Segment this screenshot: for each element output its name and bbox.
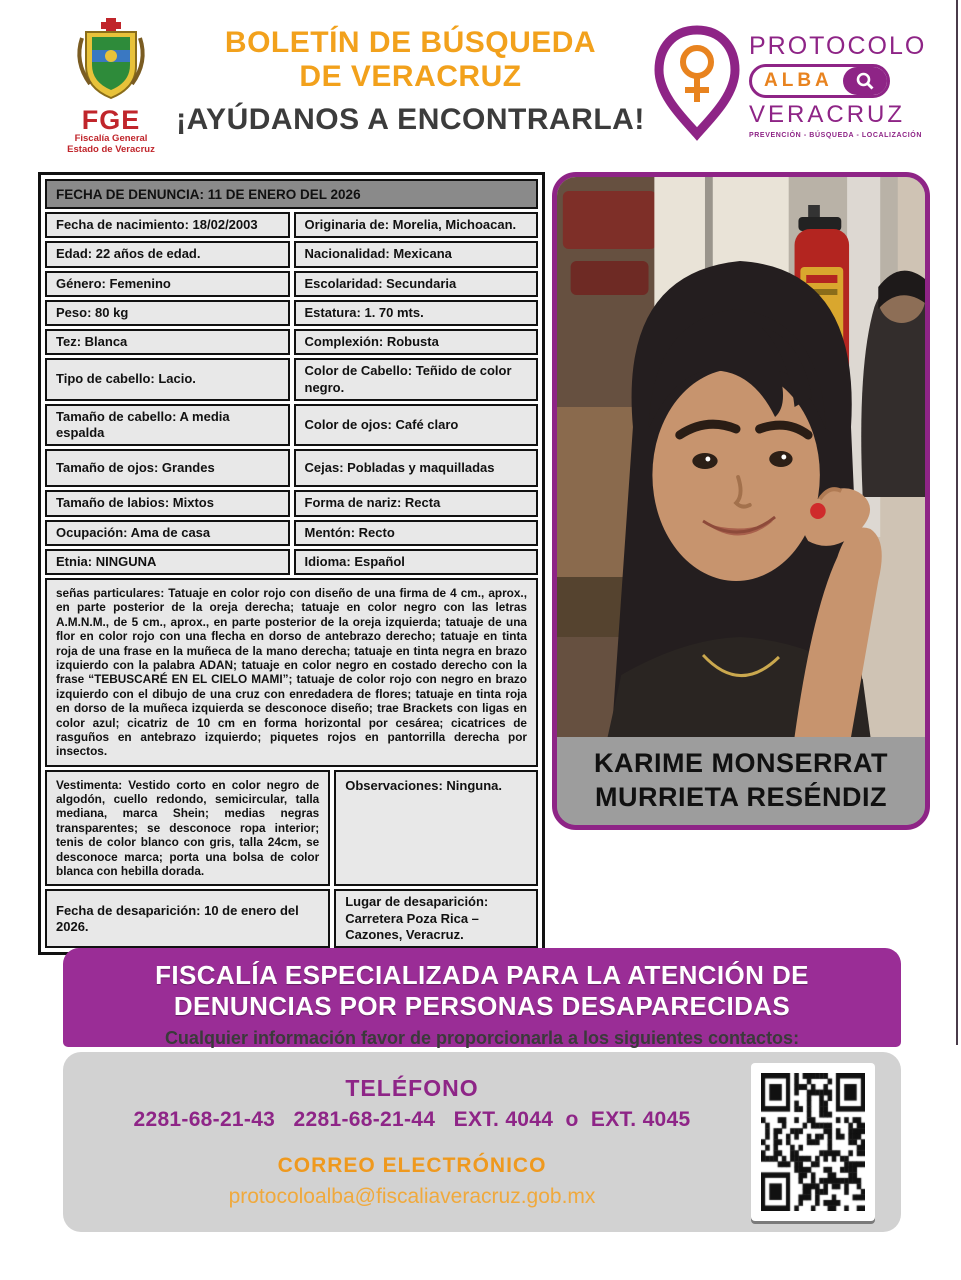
person-name-line2: MURRIETA RESÉNDIZ (595, 782, 887, 812)
fge-logo (52, 16, 170, 156)
field-tamano-cabello: Tamaño de cabello: A media espalda (45, 404, 290, 447)
field-genero: Género: Femenino (45, 271, 290, 297)
page-edge-artifact (956, 0, 958, 1045)
table-row (45, 490, 538, 516)
email-address: protocoloalba@fiscaliaveracruz.gob.mx (228, 1185, 596, 1208)
contact-box (63, 1052, 901, 1232)
contact-intro: Cualquier información favor de proporcionarla a los siguientes contactos: (164, 1028, 800, 1049)
field-peso: Peso: 80 kg (45, 300, 290, 326)
missing-person-photo (557, 177, 925, 737)
field-tez: Tez: Blanca (45, 329, 290, 355)
field-cejas: Cejas: Pobladas y maquilladas (294, 449, 539, 487)
bulletin-title-line1: BOLETÍN DE BÚSQUEDA (224, 26, 597, 59)
table-row (45, 889, 538, 948)
field-fecha-nacimiento: Fecha de nacimiento: 18/02/2003 (45, 212, 290, 238)
field-color-ojos: Color de ojos: Café claro (294, 404, 539, 447)
field-idioma: Idioma: Español (294, 549, 539, 575)
bulletin-subtitle: ¡AYÚDANOS A ENCONTRARLA! (176, 103, 645, 137)
field-lugar-desaparicion: Lugar de desaparición: Carretera Poza Rica – Cazones, Veracruz. (334, 889, 538, 948)
case-info-table (38, 172, 545, 955)
table-row (45, 329, 538, 355)
fge-org-line2: Estado de Veracruz (67, 143, 155, 155)
alba-word-alba: ALBA (764, 70, 833, 91)
banner-line1: FISCALÍA ESPECIALIZADA PARA LA ATENCIÓN DE (155, 960, 809, 990)
field-etnia: Etnia: NINGUNA (45, 549, 290, 575)
table-row (45, 212, 538, 238)
fge-org-line1: Fiscalía General (74, 133, 148, 144)
name-plate (557, 737, 925, 825)
table-row (45, 520, 538, 546)
banner-line2: DENUNCIAS POR PERSONAS DESAPARECIDAS (173, 991, 791, 1022)
protocolo-alba-logo (651, 16, 937, 147)
senas-particulares: señas particulares: Tatuaje en color rojo con diseño de una firma de 4 cm., aprox., en parte posterior de la oreja derecha; tatuaje en color negro con las letras A.M.N.M., de 5 cm., aprox., en parte posterior de la oreja izquierda; tatuaje de una flor en color rojo con una flecha en dorso de antebrazo derecho; tatuaje en tinta roja de una frase en la muñeca de la mano derecha; tatuaje en tinta negra en brazo izquierdo con la palabra ADAN; tatuaje en color negro en costado derecho con la frase “TEBUSCARÉ EN EL CIELO MAMI”; tatuaje de color rojo con negro en brazo izquierdo con el dibujo de una cruz con enredadera de flores; tatuaje en tinta roja en dorso de la muñeca izquierda se desconoce diseño; trae Brackets con ligas en color azul; cicatriz de 10 cm en forma horizontal por cesárea; cicatrices de rasguños en antebrazo izquierdo; piquetes rojos en pantorrilla derecha por insectos. (45, 578, 538, 767)
alba-pill (749, 64, 890, 98)
alba-pin-icon (651, 24, 743, 147)
photo-panel (552, 172, 930, 830)
field-nacionalidad: Nacionalidad: Mexicana (294, 241, 539, 267)
phone-numbers: 2281-68-21-43 2281-68-21-44 EXT. 4044 o EXT. 4045 (133, 1108, 691, 1131)
field-edad: Edad: 22 años de edad. (45, 241, 290, 267)
alba-word-protocolo: PROTOCOLO (749, 32, 927, 60)
field-complexion: Complexión: Robusta (294, 329, 539, 355)
contact-details (73, 1075, 751, 1209)
denuncia-date-header: FECHA DE DENUNCIA: 11 DE ENERO DEL 2026 (45, 179, 538, 209)
bulletin-title-line2: DE VERACRUZ (299, 59, 522, 93)
field-ocupacion: Ocupación: Ama de casa (45, 520, 290, 546)
field-color-cabello: Color de Cabello: Teñido de color negro. (294, 358, 539, 401)
alba-word-veracruz: VERACRUZ (749, 101, 906, 128)
qr-code (761, 1073, 865, 1211)
field-forma-nariz: Forma de nariz: Recta (294, 490, 539, 516)
table-row (45, 770, 538, 887)
field-estatura: Estatura: 1. 70 mts. (294, 300, 539, 326)
table-row (45, 404, 538, 447)
field-observaciones: Observaciones: Ninguna. (334, 770, 538, 887)
table-row (45, 241, 538, 267)
field-vestimenta: Vestimenta: Vestido corto en color negro de algodón, cuello redondo, semicircular, talla mediana, marca Shein; medias negras transparentes; se desconoce ropa interior; tenis de color blanco con gris, talla 24cm, se desconoce marca; porta una bolsa de color blanca con hebilla dorada. (45, 770, 330, 887)
field-menton: Mentón: Recto (294, 520, 539, 546)
table-row (45, 271, 538, 297)
qr-code-frame (751, 1063, 875, 1221)
field-tamano-ojos: Tamaño de ojos: Grandes (45, 449, 290, 487)
fge-acronym: FGE (81, 105, 141, 135)
alba-tagline: PREVENCIÓN - BÚSQUEDA - LOCALIZACIÓN (749, 132, 923, 139)
field-fecha-desaparicion: Fecha de desaparición: 10 de enero del 2026. (45, 889, 330, 948)
field-tamano-labios: Tamaño de labios: Mixtos (45, 490, 290, 516)
field-escolaridad: Escolaridad: Secundaria (294, 271, 539, 297)
search-icon (843, 67, 887, 95)
phone-label: TELÉFONO (345, 1075, 479, 1101)
person-name-line1: KARIME MONSERRAT (594, 748, 888, 779)
fiscalia-banner (63, 948, 901, 1047)
title-block (170, 16, 651, 137)
table-row (45, 549, 538, 575)
fge-coat-of-arms-icon (68, 89, 154, 106)
table-row (45, 449, 538, 487)
bulletin-header (52, 16, 937, 166)
field-originaria: Originaria de: Morelia, Michoacan. (294, 212, 539, 238)
email-label: CORREO ELECTRÓNICO (277, 1154, 547, 1177)
table-row (45, 358, 538, 401)
field-tipo-cabello: Tipo de cabello: Lacio. (45, 358, 290, 401)
table-row (45, 300, 538, 326)
